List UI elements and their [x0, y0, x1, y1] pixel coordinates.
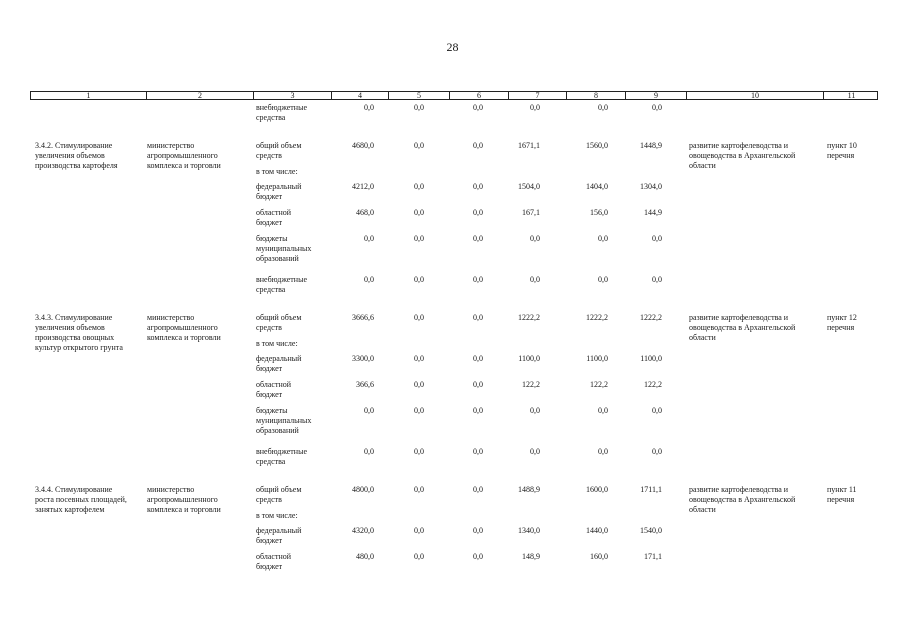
header-col-3: 3 — [254, 92, 332, 99]
funding-value: 0,0 — [414, 552, 424, 561]
measure-reference: пункт 12 перечня — [827, 313, 857, 332]
funding-value: 1560,0 — [586, 141, 608, 150]
header-col-11: 11 — [847, 91, 856, 100]
measure-executor: министерство агропромышленного комплекса и торговли — [147, 313, 221, 342]
funding-value: 0,0 — [530, 234, 540, 243]
funding-value: 0,0 — [414, 380, 424, 389]
funding-value: 0,0 — [473, 182, 483, 191]
funding-value: 1540,0 — [640, 526, 662, 535]
funding-source: общий объем средств — [256, 485, 302, 504]
header-col-5: 5 — [389, 92, 450, 99]
funding-value: 148,9 — [522, 552, 540, 561]
funding-value: 0,0 — [598, 447, 608, 456]
funding-value: 1304,0 — [640, 182, 662, 191]
funding-value: 1100,0 — [518, 354, 540, 363]
funding-source: бюджеты муниципальных образований — [256, 406, 312, 435]
funding-value: 1600,0 — [586, 485, 608, 494]
funding-value: 1448,9 — [640, 141, 662, 150]
fragment-value: 0,0 — [364, 103, 374, 112]
funding-value: 0,0 — [473, 141, 483, 150]
funding-value: 4800,0 — [352, 485, 374, 494]
funding-value: 4320,0 — [352, 526, 374, 535]
funding-value: 0,0 — [473, 447, 483, 456]
funding-value: 0,0 — [473, 313, 483, 322]
funding-value: 1222,2 — [640, 313, 662, 322]
funding-value: 4680,0 — [352, 141, 374, 150]
funding-value: 0,0 — [414, 313, 424, 322]
funding-value: 0,0 — [414, 141, 424, 150]
measure-reference: пункт 10 перечня — [827, 141, 857, 160]
measure-name: 3.4.4. Стимулирование роста посевных площадей, занятых картофелем — [35, 485, 127, 514]
fragment-source: внебюджетные средства — [256, 103, 307, 122]
funding-value: 4212,0 — [352, 182, 374, 191]
funding-source: общий объем средств — [256, 141, 302, 160]
funding-value: 0,0 — [414, 234, 424, 243]
funding-value: 0,0 — [414, 354, 424, 363]
header-col-7: 7 — [509, 92, 567, 99]
fragment-value: 0,0 — [530, 103, 540, 112]
measure-executor: министерство агропромышленного комплекса и торговли — [147, 141, 221, 170]
funding-value: 0,0 — [364, 447, 374, 456]
funding-value: 0,0 — [473, 354, 483, 363]
fragment-value: 0,0 — [473, 103, 483, 112]
fragment-value: 0,0 — [598, 103, 608, 112]
funding-value: 366,6 — [356, 380, 374, 389]
funding-source: в том числе: — [256, 511, 298, 520]
funding-value: 0,0 — [598, 275, 608, 284]
funding-value: 0,0 — [530, 275, 540, 284]
funding-value: 0,0 — [364, 275, 374, 284]
funding-value: 1711,1 — [640, 485, 662, 494]
funding-source: в том числе: — [256, 339, 298, 348]
measure-executor: министерство агропромышленного комплекса и торговли — [147, 485, 221, 514]
funding-value: 1100,0 — [640, 354, 662, 363]
funding-value: 122,2 — [590, 380, 608, 389]
funding-value: 0,0 — [414, 275, 424, 284]
funding-source: внебюджетные средства — [256, 275, 307, 294]
measure-name: 3.4.3. Стимулирование увеличения объемов производства овощных культур открытого грунта — [35, 313, 123, 352]
funding-value: 156,0 — [590, 208, 608, 217]
funding-value: 0,0 — [598, 406, 608, 415]
measure-name: 3.4.2. Стимулирование увеличения объемов производства картофеля — [35, 141, 118, 170]
header-col-6: 6 — [450, 92, 509, 99]
funding-value: 0,0 — [414, 526, 424, 535]
funding-source: федеральный бюджет — [256, 526, 302, 545]
funding-value: 3300,0 — [352, 354, 374, 363]
measure-result: развитие картофелеводства и овощеводства в Архангельской области — [689, 141, 796, 170]
funding-value: 1671,1 — [518, 141, 540, 150]
funding-value: 1100,0 — [586, 354, 608, 363]
funding-value: 468,0 — [356, 208, 374, 217]
funding-source: в том числе: — [256, 167, 298, 176]
fragment-value: 0,0 — [414, 103, 424, 112]
funding-source: внебюджетные средства — [256, 447, 307, 466]
funding-value: 1440,0 — [586, 526, 608, 535]
funding-source: бюджеты муниципальных образований — [256, 234, 312, 263]
funding-value: 171,1 — [644, 552, 662, 561]
funding-value: 0,0 — [652, 406, 662, 415]
funding-value: 3666,6 — [352, 313, 374, 322]
table-header — [30, 91, 878, 100]
page-number: 28 — [446, 40, 459, 54]
funding-value: 0,0 — [473, 234, 483, 243]
funding-value: 0,0 — [473, 526, 483, 535]
funding-value: 0,0 — [414, 406, 424, 415]
funding-value: 0,0 — [473, 406, 483, 415]
funding-value: 0,0 — [473, 380, 483, 389]
funding-value: 0,0 — [598, 234, 608, 243]
measure-result: развитие картофелеводства и овощеводства в Архангельской области — [689, 485, 796, 514]
funding-value: 0,0 — [414, 447, 424, 456]
header-col-9: 9 — [626, 92, 687, 99]
funding-source: областной бюджет — [256, 380, 292, 399]
funding-value: 0,0 — [414, 485, 424, 494]
funding-value: 122,2 — [644, 380, 662, 389]
funding-value: 0,0 — [530, 447, 540, 456]
funding-value: 0,0 — [473, 208, 483, 217]
funding-value: 0,0 — [364, 406, 374, 415]
funding-value: 0,0 — [652, 275, 662, 284]
measure-reference: пункт 11 перечня — [827, 485, 857, 504]
measure-result: развитие картофелеводства и овощеводства в Архангельской области — [689, 313, 796, 342]
funding-source: областной бюджет — [256, 208, 292, 227]
funding-value: 0,0 — [473, 485, 483, 494]
funding-value: 0,0 — [414, 208, 424, 217]
funding-value: 0,0 — [530, 406, 540, 415]
funding-value: 1404,0 — [586, 182, 608, 191]
header-col-1: 1 — [31, 92, 147, 99]
funding-value: 144,9 — [644, 208, 662, 217]
funding-value: 0,0 — [414, 182, 424, 191]
funding-value: 1222,2 — [586, 313, 608, 322]
header-col-8: 8 — [567, 92, 626, 99]
funding-value: 122,2 — [522, 380, 540, 389]
funding-source: общий объем средств — [256, 313, 302, 332]
header-col-10: 10 — [687, 92, 824, 99]
funding-value: 0,0 — [473, 552, 483, 561]
funding-value: 0,0 — [652, 234, 662, 243]
funding-value: 0,0 — [364, 234, 374, 243]
funding-value: 0,0 — [652, 447, 662, 456]
header-col-2: 2 — [147, 92, 254, 99]
funding-source: областной бюджет — [256, 552, 292, 571]
funding-value: 480,0 — [356, 552, 374, 561]
funding-value: 0,0 — [473, 275, 483, 284]
funding-value: 167,1 — [522, 208, 540, 217]
funding-value: 1340,0 — [518, 526, 540, 535]
funding-source: федеральный бюджет — [256, 182, 302, 201]
header-col-4: 4 — [332, 92, 389, 99]
funding-source: федеральный бюджет — [256, 354, 302, 373]
funding-value: 1222,2 — [518, 313, 540, 322]
fragment-value: 0,0 — [652, 103, 662, 112]
funding-value: 1488,9 — [518, 485, 540, 494]
funding-value: 1504,0 — [518, 182, 540, 191]
funding-value: 160,0 — [590, 552, 608, 561]
